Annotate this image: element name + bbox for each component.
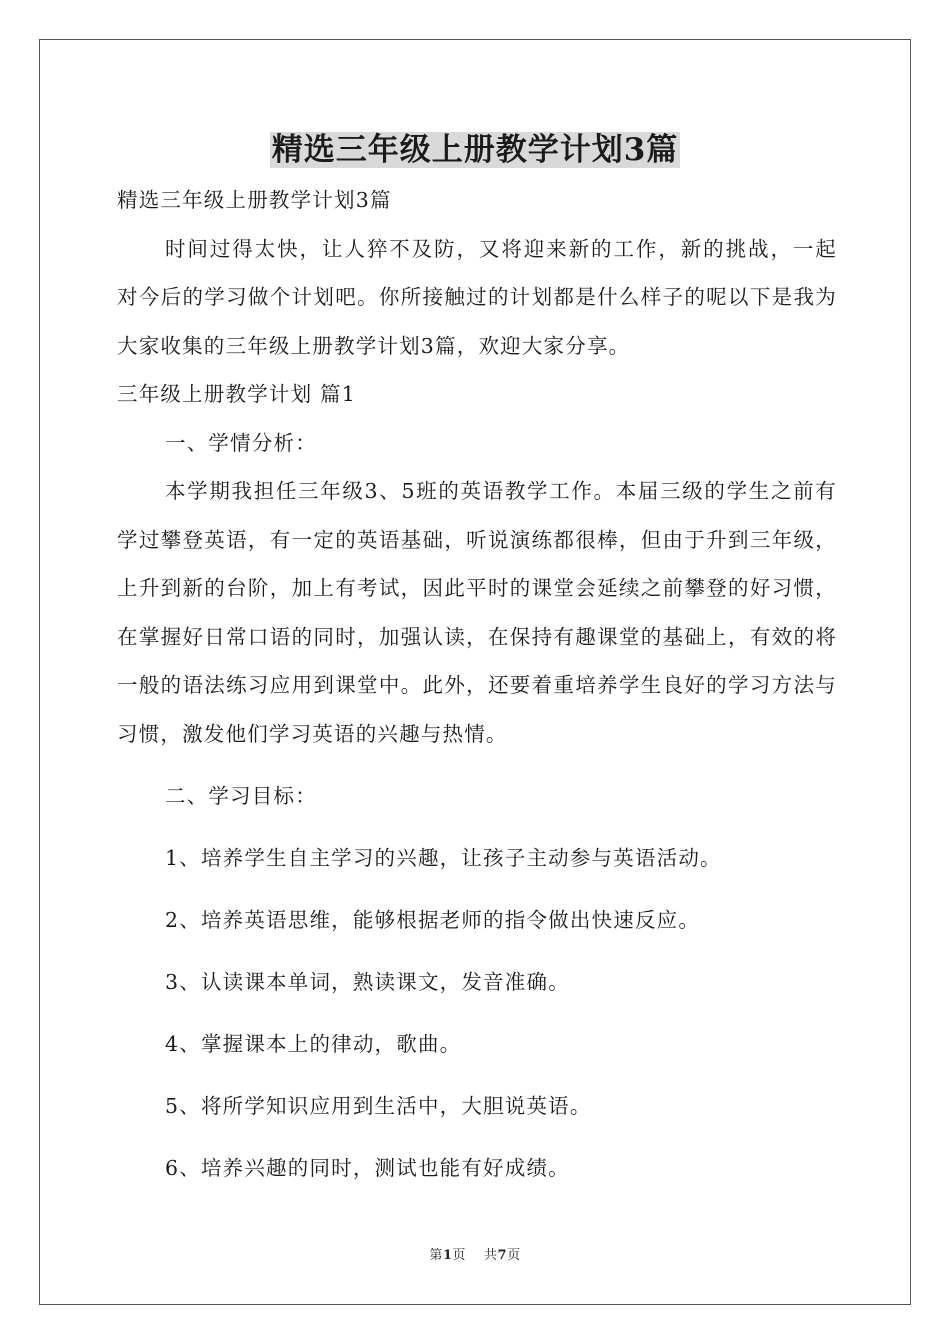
footer-page-total: 7	[497, 1248, 508, 1263]
footer-page-prefix: 第	[429, 1248, 443, 1263]
subheading-goals: 二、学习目标：	[165, 784, 317, 808]
list-item: 2、培养英语思维，能够根据老师的指令做出快速反应。	[165, 908, 701, 932]
analysis-paragraph: 本学期我担任三年级3、5班的英语教学工作。本届三级的学生之前有学过攀登英语，有一定的英语基础，听说演练都很棒，但由于升到三年级，上升到新的台阶，加上有考试，因此平时的课堂会延续之前攀登的好习惯，在掌握好日常口语的同时，加强认读，在保持有趣课堂的基础上，有效的将一般的语法练习应用到课堂中。此外，还要着重培养学生良好的学习方法与习惯，激发他们学习英语的兴趣与热情。	[117, 479, 837, 746]
footer-total-suffix: 页	[507, 1248, 521, 1263]
document-subtitle: 精选三年级上册教学计划3篇	[117, 188, 392, 212]
list-item: 1、培养学生自主学习的兴趣，让孩子主动参与英语活动。	[165, 846, 722, 870]
paragraph-gap	[117, 882, 837, 896]
footer-total-prefix: 共	[484, 1248, 498, 1263]
footer-page-current: 1	[442, 1248, 453, 1263]
list-item: 6、培养兴趣的同时，测试也能有好成绩。	[165, 1156, 570, 1180]
document-title-text: 精选三年级上册教学计划3篇	[271, 132, 679, 168]
section-heading-1: 三年级上册教学计划 篇1	[117, 382, 356, 406]
paragraph-gap	[117, 1130, 837, 1144]
page-footer	[0, 1247, 950, 1265]
paragraph-gap	[117, 1006, 837, 1020]
paragraph-gap	[117, 944, 837, 958]
intro-paragraph: 时间过得太快，让人猝不及防，又将迎来新的工作，新的挑战，一起对今后的学习做个计划吧。你所接触过的计划都是什么样子的呢以下是我为大家收集的三年级上册教学计划3篇，欢迎大家分享。	[117, 236, 837, 358]
list-item: 5、将所学知识应用到生活中，大胆说英语。	[165, 1094, 592, 1118]
document-body	[117, 176, 837, 1192]
paragraph-gap	[117, 820, 837, 834]
list-item: 3、认读课本单词，熟读课文，发音准确。	[165, 970, 570, 994]
subheading-analysis: 一、学情分析：	[165, 430, 317, 455]
footer-page-suffix: 页	[452, 1248, 466, 1263]
document-title	[0, 128, 950, 172]
paragraph-gap	[117, 1068, 837, 1082]
list-item: 4、掌握课本上的律动，歌曲。	[165, 1032, 462, 1056]
paragraph-gap	[117, 758, 837, 772]
